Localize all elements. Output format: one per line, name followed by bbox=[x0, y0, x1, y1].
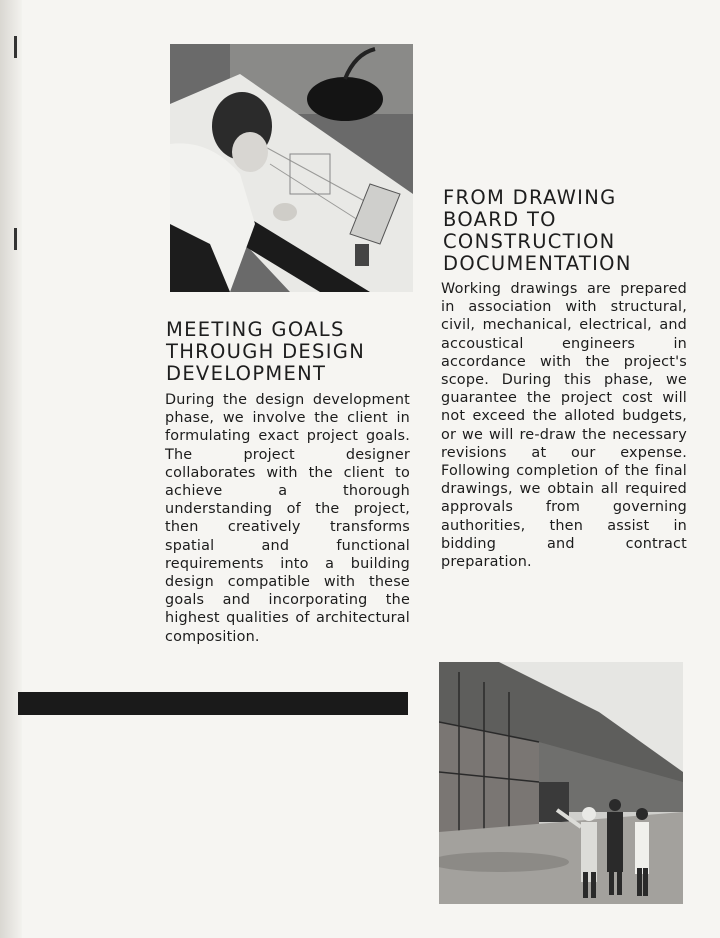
binding-mark-top bbox=[14, 36, 17, 58]
section-heading-drawing-board: FROM DRAWING BOARD TO CONSTRUCTION DOCUMENTATION bbox=[443, 186, 632, 275]
section-heading-design-development: MEETING GOALS THROUGH DESIGN DEVELOPMENT bbox=[166, 318, 366, 385]
page-binding-shadow bbox=[0, 0, 22, 938]
architect-at-drafting-table-photo bbox=[170, 44, 413, 292]
decorative-black-bar bbox=[18, 692, 408, 715]
building-construction-site-photo bbox=[439, 662, 683, 904]
section-body-drawing-board: Working drawings are prepared in association with structural, civil, mechanical, electrical, and accoustical engineers in accordance with the project's scope. During this phase, we guarantee the project cost will not exceed the alloted budgets, or we will re-draw the necessary revisions at our expense. Following completion of the final drawings, we obtain all required approvals from governing authorities, then assist in bidding and contract preparation. bbox=[441, 281, 687, 571]
binding-mark-bottom bbox=[14, 228, 17, 250]
section-body-design-development: During the design development phase, we involve the client in formulating exact project goals. The project designer collaborates with the client to achieve a thorough understanding of the project, then creatively transforms spatial and functional requirements into a building design compatible with these goals and incorporating the highest qualities of architectural composition. bbox=[165, 392, 410, 645]
